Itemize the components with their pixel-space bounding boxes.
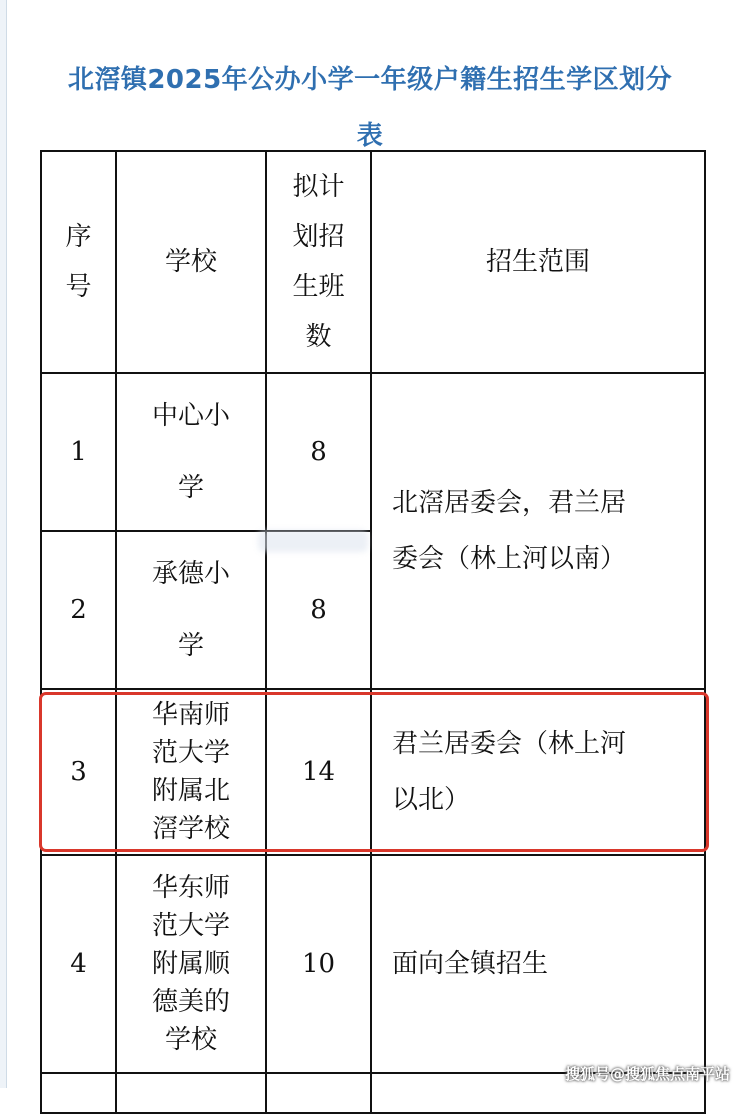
school-line: 华南师 [151, 700, 230, 730]
row-no: 3 [41, 689, 116, 855]
range-line: 君兰居委会（林上河 [392, 729, 627, 759]
header-no [41, 151, 116, 373]
scan-smudge [258, 530, 368, 552]
school-line: 华东师 [151, 873, 230, 903]
school-line: 承德小 [151, 559, 230, 589]
school-line: 中心小 [151, 401, 230, 431]
school-line: 学校 [164, 1025, 217, 1055]
header-range: 招生范围 [371, 151, 705, 373]
page-title [20, 52, 720, 164]
enrollment-table [40, 150, 706, 1114]
school-line: 学 [177, 631, 204, 661]
row-plan [266, 1073, 371, 1113]
range-line: 以北） [392, 785, 471, 815]
row-no: 1 [41, 373, 116, 531]
range-line: 面向全镇招生 [392, 949, 549, 979]
row-plan: 14 [266, 689, 371, 855]
table-row [41, 689, 705, 855]
watermark: 搜狐号@搜狐焦点南平站 [564, 1065, 730, 1083]
row-range-merged [371, 373, 705, 689]
page-left-border [0, 0, 7, 1088]
title-line-2: 表 [356, 121, 384, 151]
range-line: 北滘居委会，君兰居 [392, 488, 627, 518]
header-no-line: 序 [65, 222, 92, 252]
school-line: 德美的 [151, 987, 230, 1017]
header-plan-line: 划招 [292, 222, 345, 252]
row-school [116, 373, 266, 531]
title-line-1: 北滘镇2025年公办小学一年级户籍生招生学区划分 [67, 65, 673, 95]
row-school [116, 689, 266, 855]
header-plan-line: 生班 [292, 272, 345, 302]
table-header-row [41, 151, 705, 373]
row-school [116, 1073, 266, 1113]
table-row [41, 373, 705, 531]
row-plan: 10 [266, 855, 371, 1073]
school-line: 范大学 [151, 911, 230, 941]
school-line: 滘学校 [151, 814, 230, 844]
school-line: 范大学 [151, 738, 230, 768]
school-line: 附属顺 [151, 949, 230, 979]
range-line: 委会（林上河以南） [392, 544, 627, 574]
header-plan [266, 151, 371, 373]
school-line: 学 [177, 473, 204, 503]
row-no [41, 1073, 116, 1113]
header-school: 学校 [116, 151, 266, 373]
row-plan: 8 [266, 531, 371, 689]
row-no: 2 [41, 531, 116, 689]
row-range [371, 855, 705, 1073]
row-school [116, 855, 266, 1073]
row-range [371, 689, 705, 855]
header-plan-line: 拟计 [292, 172, 345, 202]
row-plan: 8 [266, 373, 371, 531]
row-school [116, 531, 266, 689]
row-no: 4 [41, 855, 116, 1073]
header-plan-line: 数 [305, 322, 332, 352]
school-line: 附属北 [151, 776, 230, 806]
table-row [41, 855, 705, 1073]
header-no-line: 号 [65, 272, 92, 302]
